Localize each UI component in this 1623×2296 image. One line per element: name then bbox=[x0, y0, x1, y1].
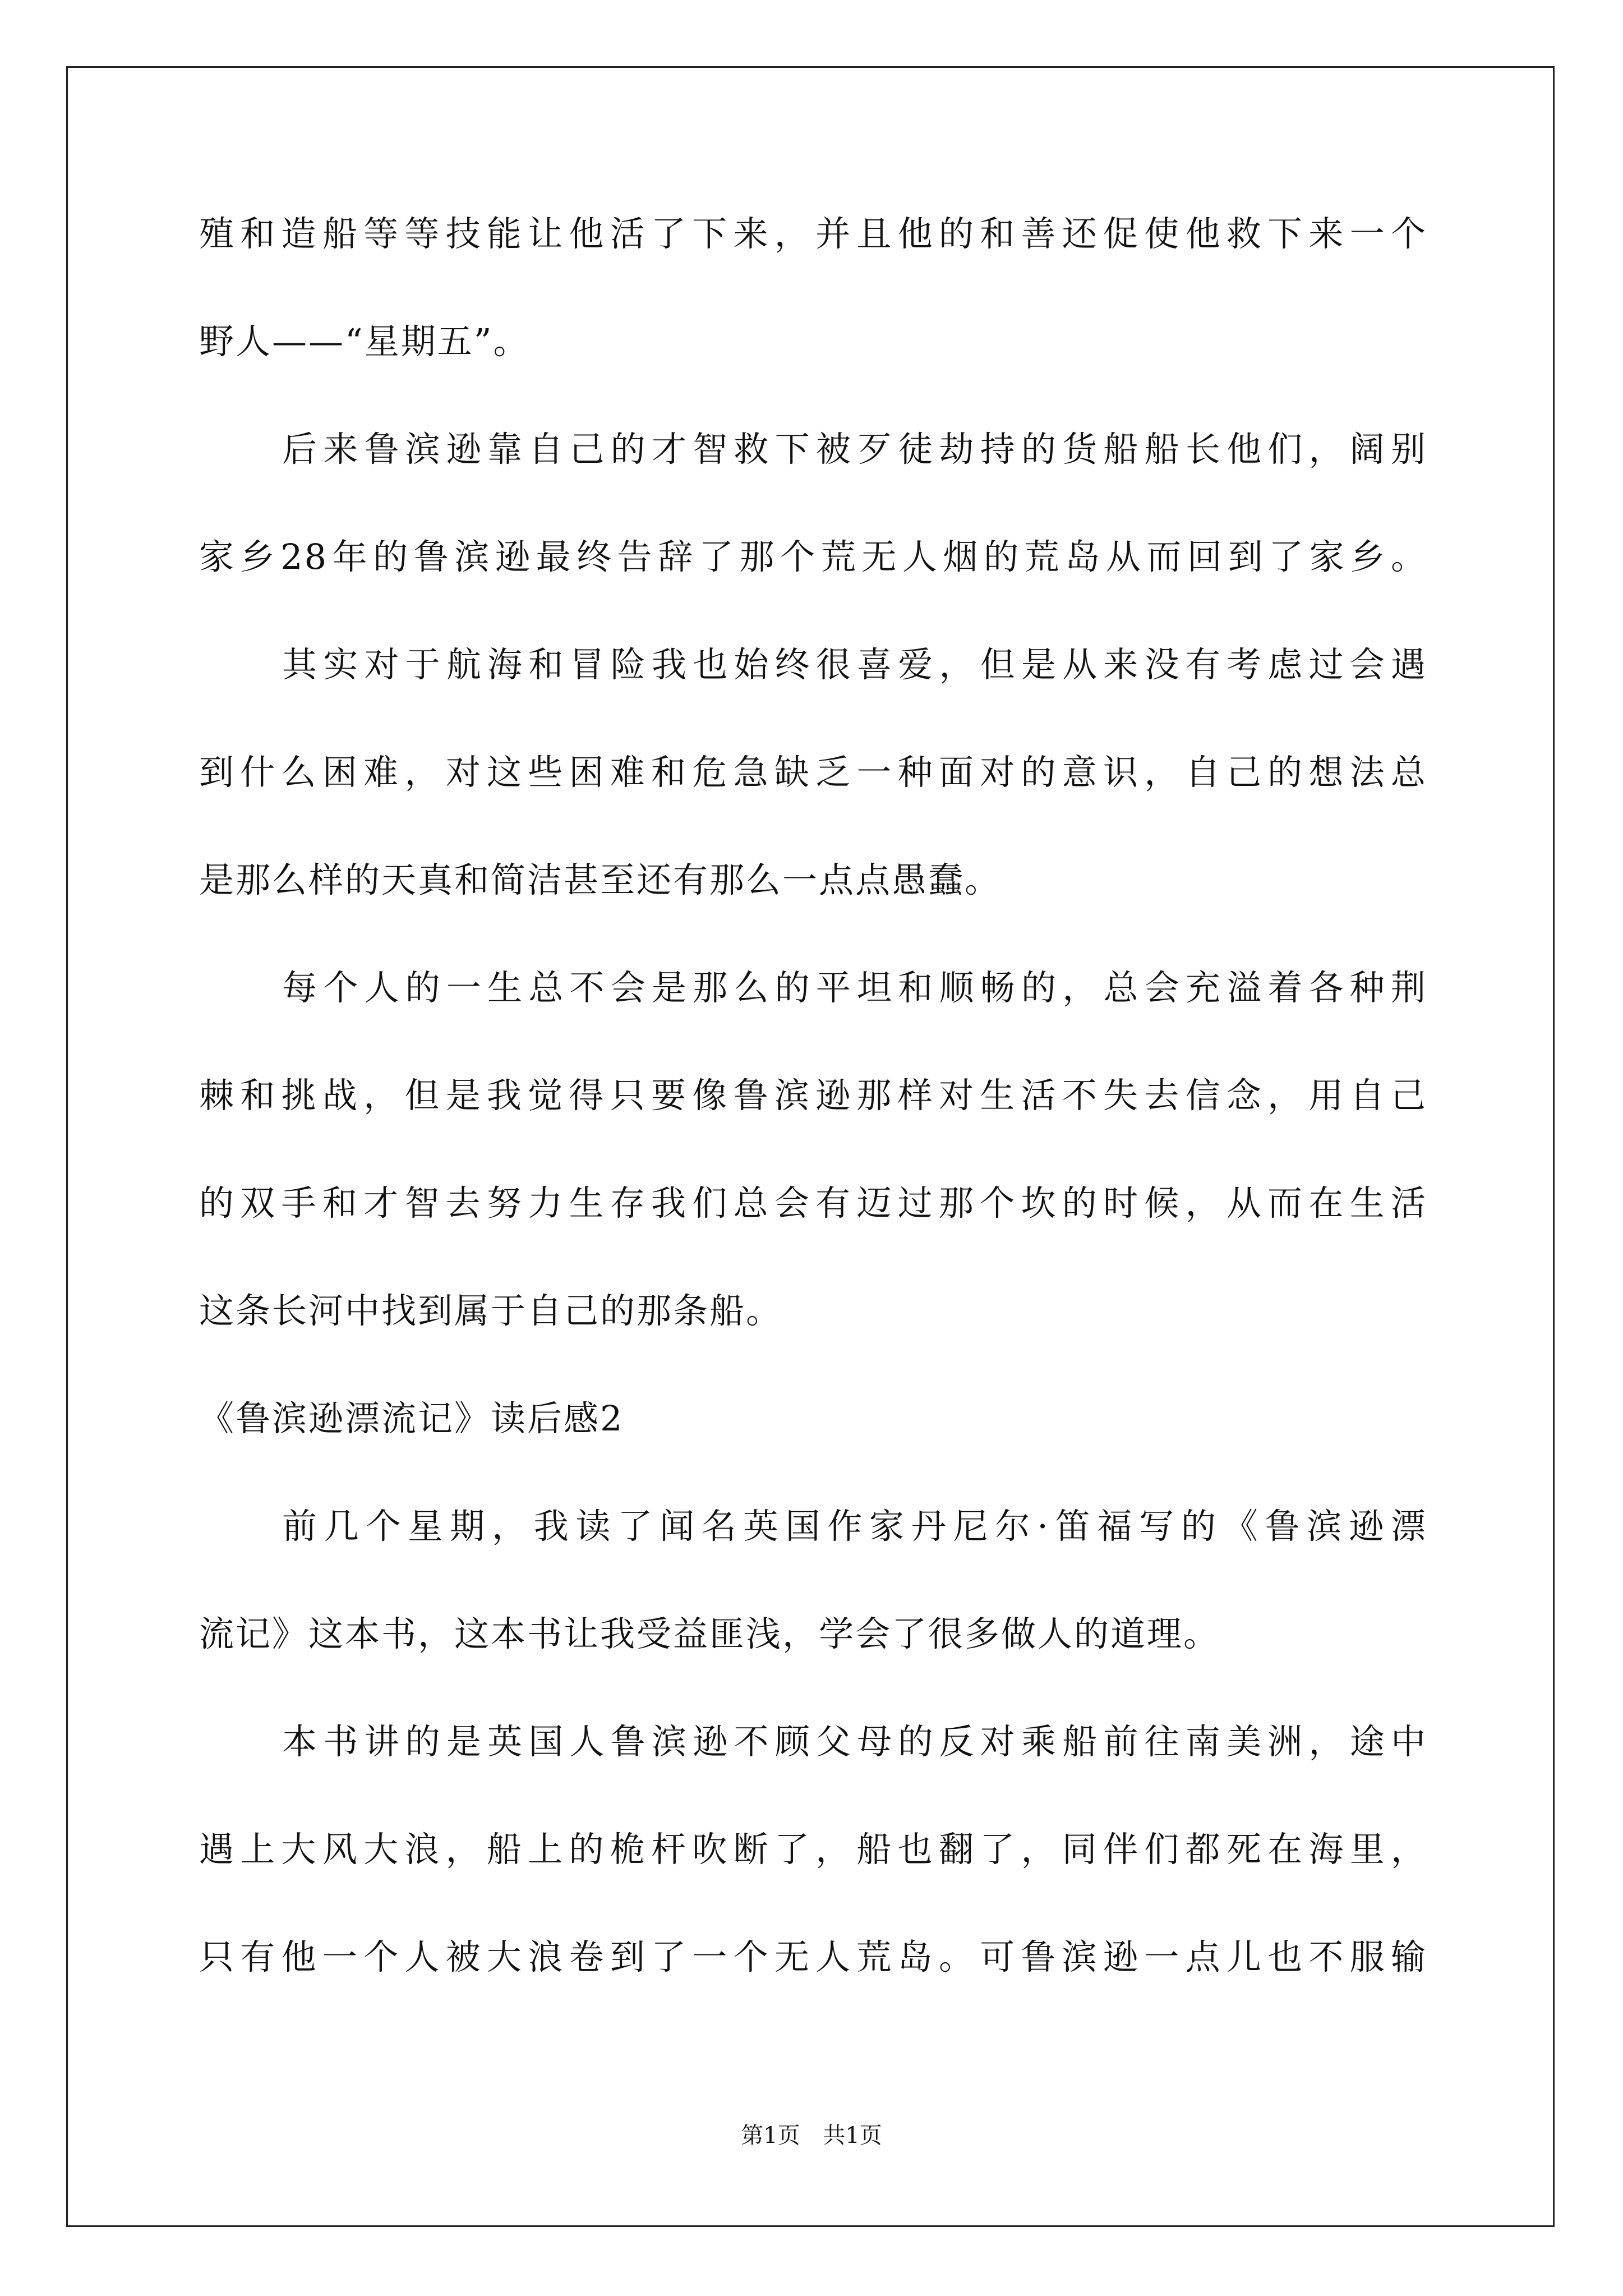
paragraph-first-line: 每个人的一生总不会是那么的平坦和顺畅的，总会充溢着各种荆 bbox=[282, 967, 1427, 1008]
text-line: 到什么困难，对这些困难和危急缺乏一种面对的意识，自己的想法总 bbox=[199, 752, 1427, 793]
document-body bbox=[199, 213, 1427, 2047]
text-line: 野人——“星期五”。 bbox=[199, 321, 530, 362]
paragraph-first-line: 其实对于航海和冒险我也始终很喜爱，但是从来没有考虑过会遇 bbox=[282, 644, 1427, 685]
text-line: 棘和挑战，但是我觉得只要像鲁滨逊那样对生活不失去信念，用自己 bbox=[199, 1075, 1427, 1116]
page-footer bbox=[0, 2122, 1623, 2149]
paragraph-first-line: 前几个星期，我读了闻名英国作家丹尼尔·笛福写的《鲁滨逊漂 bbox=[282, 1506, 1427, 1547]
text-line: 只有他一个人被大浪卷到了一个无人荒岛。可鲁滨逊一点儿也不服输 bbox=[199, 1936, 1427, 1977]
text-line: 流记》这本书，这本书让我受益匪浅，学会了很多做人的道理。 bbox=[199, 1613, 1220, 1654]
paragraph-first-line: 后来鲁滨逊靠自己的才智救下被歹徒劫持的货船船长他们，阔别 bbox=[282, 429, 1427, 470]
section-heading: 《鲁滨逊漂流记》读后感2 bbox=[199, 1398, 624, 1439]
text-line: 这条长河中找到属于自己的那条船。 bbox=[199, 1290, 783, 1331]
text-line: 遇上大风大浪，船上的桅杆吹断了，船也翻了，同伴们都死在海里， bbox=[199, 1829, 1427, 1870]
paragraph-first-line: 本书讲的是英国人鲁滨逊不顾父母的反对乘船前往南美洲，途中 bbox=[282, 1721, 1427, 1762]
page-total: 共1页 bbox=[823, 2123, 882, 2148]
text-line: 的双手和才智去努力生存我们总会有迈过那个坎的时候，从而在生活 bbox=[199, 1182, 1427, 1223]
page-number: 第1页 bbox=[741, 2123, 800, 2148]
text-line: 殖和造船等等技能让他活了下来，并且他的和善还促使他救下来一个 bbox=[199, 213, 1427, 254]
text-line: 是那么样的天真和简洁甚至还有那么一点点愚蠢。 bbox=[199, 859, 1002, 900]
text-line: 家乡28年的鲁滨逊最终告辞了那个荒无人烟的荒岛从而回到了家乡。 bbox=[199, 536, 1427, 577]
